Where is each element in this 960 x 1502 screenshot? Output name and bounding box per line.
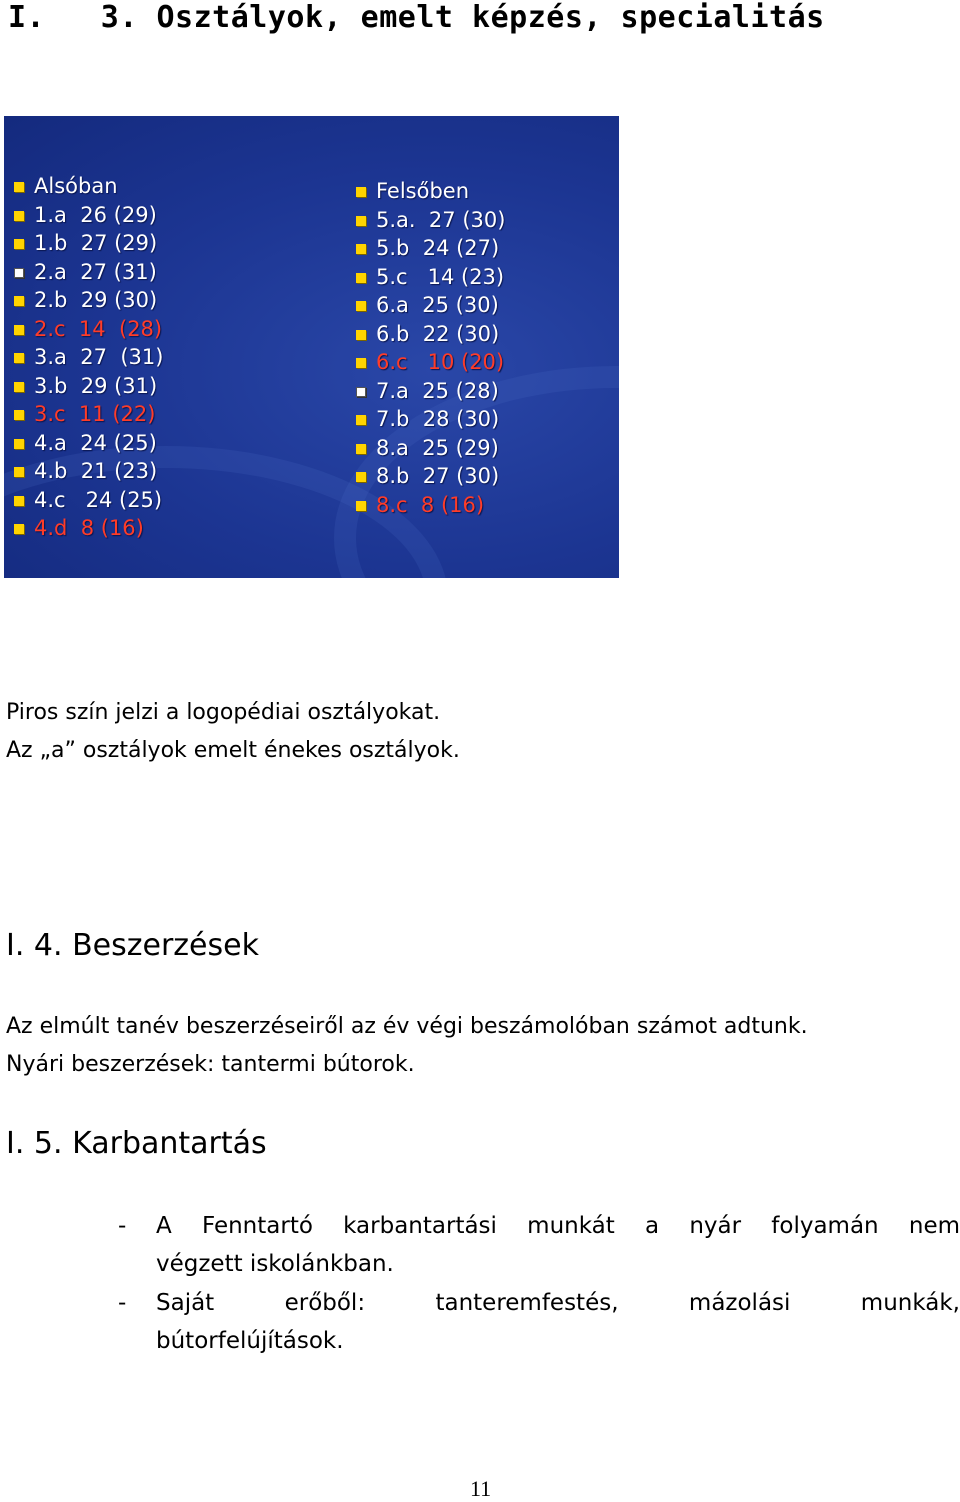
class-list-item-text: 8.a 25 (29) [376,435,499,460]
class-list-item [354,263,505,292]
square-bullet-icon [14,439,24,449]
class-list-item [354,348,505,377]
square-bullet-icon [356,187,366,197]
class-list-item-text: 4.c 24 (25) [34,487,163,512]
section-5-title: I. 5. Karbantartás [6,1126,267,1161]
square-bullet-icon [356,472,366,482]
class-list-item-text: 4.a 24 (25) [34,430,157,455]
class-list-item [12,258,163,287]
class-list-item-text: 4.d 8 (16) [34,516,144,540]
page-heading: I. 3. Osztályok, emelt képzés, specialitás [8,0,825,35]
class-list-item [12,315,163,344]
square-bullet-icon [14,410,24,420]
class-list-item [354,206,505,235]
hollow-square-bullet-icon [14,268,24,278]
class-list-item-text: 3.b 29 (31) [34,373,158,398]
class-list-item-text: 2.a 27 (31) [34,259,157,284]
list-item-text: Saját erőből: tanteremfestés, mázolási munkák, [156,1290,960,1316]
class-list-item [12,429,163,458]
square-bullet-icon [14,524,24,534]
class-list-item [354,377,505,406]
square-bullet-icon [14,239,24,249]
class-list-item [354,491,505,520]
square-bullet-icon [14,382,24,392]
class-list-item [12,457,163,486]
square-bullet-icon [14,353,24,363]
class-list-item [354,177,505,206]
class-list-item [354,462,505,491]
class-list-item-text: 1.b 27 (29) [34,231,158,255]
class-list-item-text: 1.a 26 (29) [34,202,157,227]
square-bullet-icon [356,273,366,283]
list-dash: - [118,1290,127,1316]
class-list-item-text: 3.c 11 (22) [34,402,156,426]
class-list-item [354,291,505,320]
square-bullet-icon [356,244,366,254]
class-list-item-text: 4.b 21 (23) [34,459,158,483]
square-bullet-icon [356,330,366,340]
square-bullet-icon [356,216,366,226]
lower-grades-list [12,172,163,543]
class-list-item-text: 8.c 8 (16) [376,492,485,517]
page-number: 11 [470,1476,492,1501]
square-bullet-icon [14,496,24,506]
class-list-item [12,229,163,258]
section-4-title: I. 4. Beszerzések [6,928,259,963]
note-a-classes: Az „a” osztályok emelt énekes osztályok. [6,738,460,763]
class-list-item-text: Alsóban [34,174,118,198]
classes-slide [4,116,619,578]
class-list-item [354,320,505,349]
list-item-text-cont: bútorfelújítások. [156,1328,344,1354]
class-list-item-text: 2.b 29 (30) [34,288,158,312]
square-bullet-icon [356,501,366,511]
class-list-item [12,201,163,230]
class-list-item-text: 7.a 25 (28) [376,378,499,403]
class-list-item-text: 5.c 14 (23) [376,264,505,289]
class-list-item-text: 6.a 25 (30) [376,293,499,317]
class-list-item [354,434,505,463]
class-list-item [12,514,163,543]
list-dash: - [118,1213,127,1239]
class-list-item-text: 3.a 27 (31) [34,345,164,369]
class-list-item [354,234,505,263]
square-bullet-icon [356,415,366,425]
class-list-item [12,400,163,429]
class-list-item-text: 5.a. 27 (30) [376,207,506,232]
class-list-item [12,372,163,401]
class-list-item [12,486,163,515]
section-4-paragraph: Nyári beszerzések: tantermi bútorok. [6,1052,415,1077]
hollow-square-bullet-icon [356,387,366,397]
class-list-item [12,343,163,372]
list-item-text: A Fenntartó karbantartási munkát a nyár folyamán nem [156,1213,960,1239]
class-list-item-text: 6.c 10 (20) [376,350,505,374]
class-list-item [354,405,505,434]
class-list-item-text: 6.b 22 (30) [376,321,500,346]
class-list-item-text: Felsőben [376,179,470,203]
class-list-item-text: 2.c 14 (28) [34,316,163,341]
class-list-item-text: 7.b 28 (30) [376,407,500,431]
class-list-item-text: 5.b 24 (27) [376,236,500,260]
square-bullet-icon [356,444,366,454]
section-4-paragraph: Az elmúlt tanév beszerzéseiről az év végi beszámolóban számot adtunk. [6,1014,808,1039]
square-bullet-icon [14,211,24,221]
class-list-item [12,286,163,315]
square-bullet-icon [356,301,366,311]
class-list-item-text: 8.b 27 (30) [376,464,500,488]
class-list-item [12,172,163,201]
square-bullet-icon [356,358,366,368]
note-red-meaning: Piros szín jelzi a logopédiai osztályokat. [6,700,441,725]
square-bullet-icon [14,325,24,335]
upper-grades-list [354,177,505,519]
square-bullet-icon [14,182,24,192]
square-bullet-icon [14,296,24,306]
list-item-text-cont: végzett iskolánkban. [156,1251,394,1277]
square-bullet-icon [14,467,24,477]
